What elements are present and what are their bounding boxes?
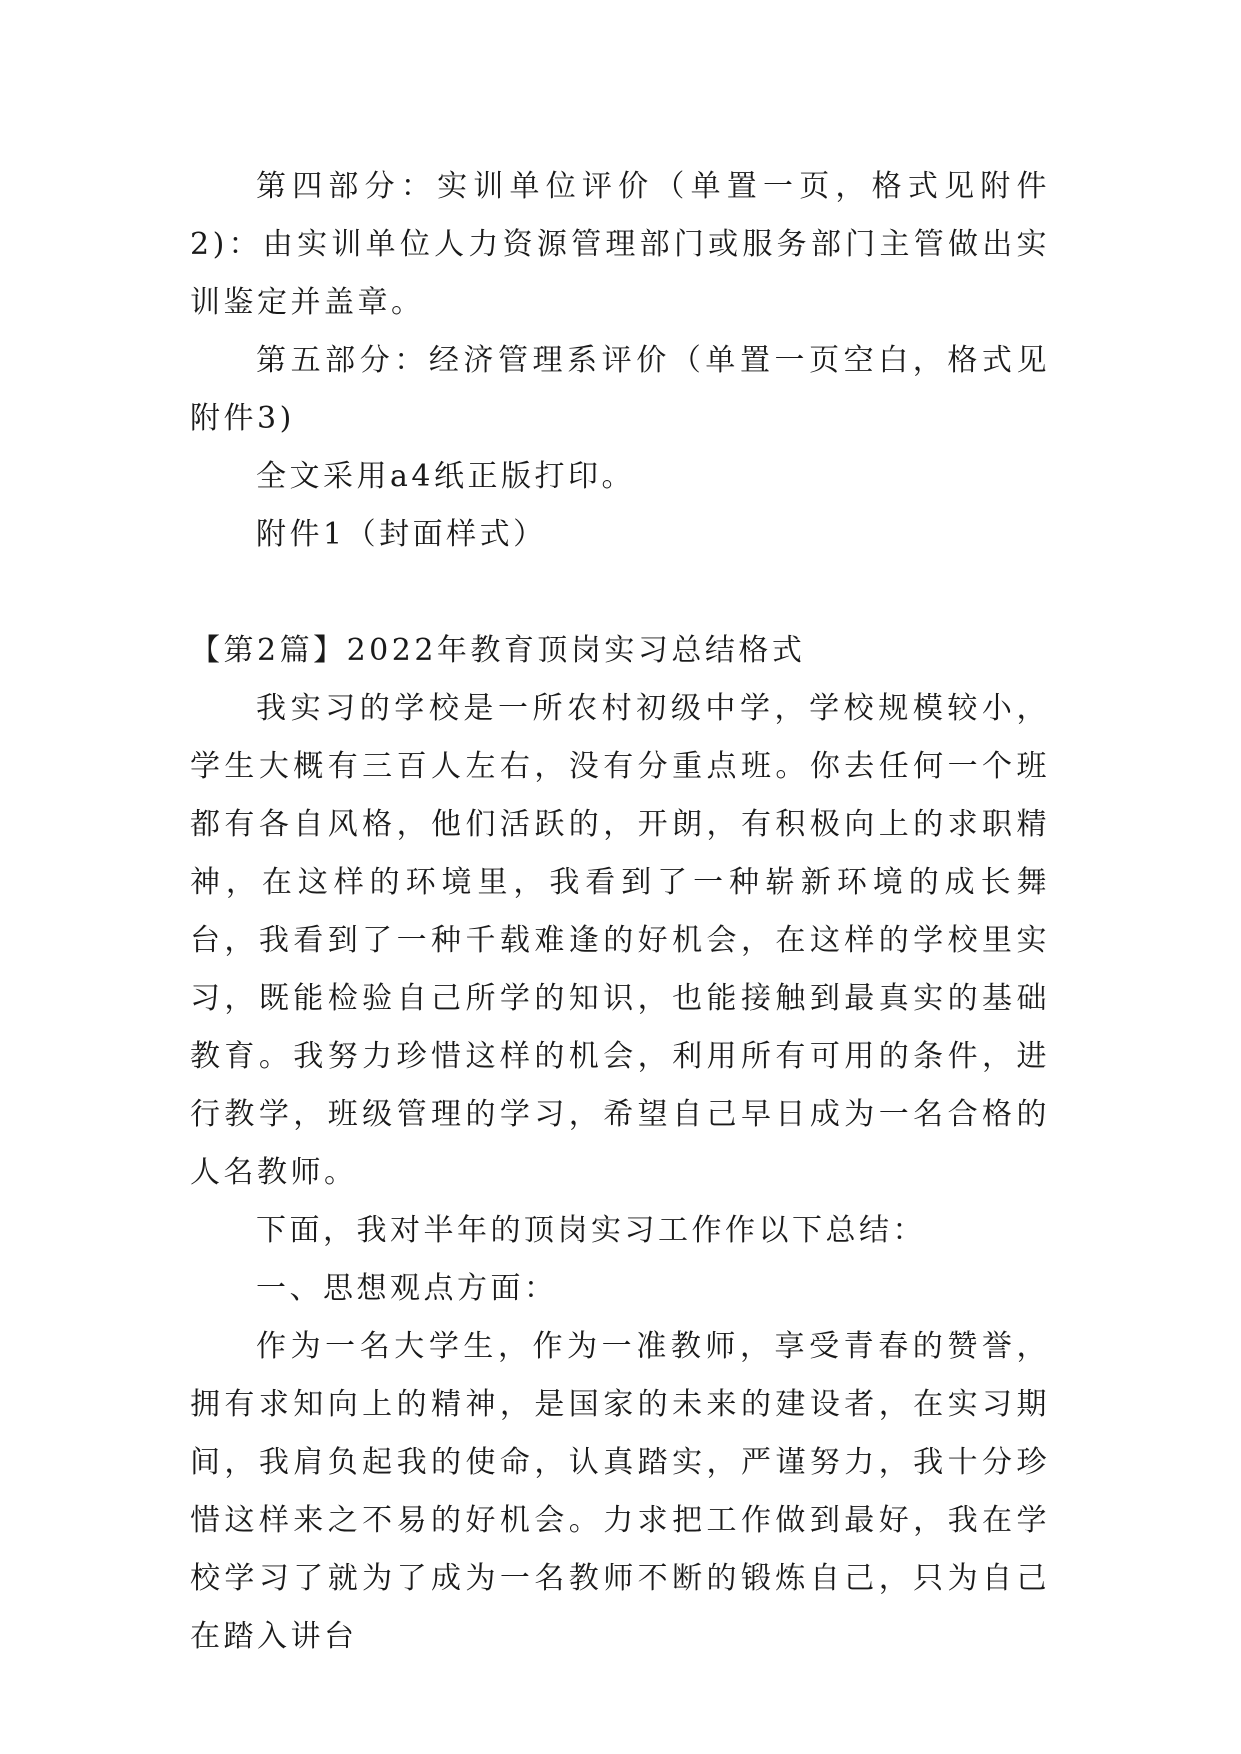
paragraph-school-intro: 我实习的学校是一所农村初级中学，学校规模较小，学生大概有三百人左右，没有分重点班。你去任何一个班都有各自风格，他们活跃的，开朗，有积极向上的求职精神，在这样的环境里，我看到了一种崭新环境的成长舞台，我看到了一种千载难逢的好机会，在这样的学校里实习，既能检验自己所学的知识，也能接触到最真实的基础教育。我努力珍惜这样的机会，利用所有可用的条件，进行教学，班级管理的学习，希望自己早日成为一名合格的人名教师。 [190, 691, 1050, 1190]
section-spacer [190, 564, 1050, 622]
paragraph-summary-intro: 下面，我对半年的顶岗实习工作作以下总结： [256, 1213, 926, 1248]
paragraph-attachment-1: 附件1（封面样式） [256, 517, 547, 552]
document-body [190, 158, 1050, 1666]
paragraph-thought-body: 作为一名大学生，作为一准教师，享受青春的赞誉，拥有求知向上的精神，是国家的未来的建设者，在实习期间，我肩负起我的使命，认真踏实，严谨努力，我十分珍惜这样来之不易的好机会。力求把工作做到最好，我在学校学习了就为了成为一名教师不断的锻炼自己，只为自己在踏入讲台 [190, 1329, 1050, 1654]
paragraph-subheading-thought: 一、思想观点方面： [256, 1271, 558, 1306]
paragraph-print-note: 全文采用a4纸正版打印。 [256, 459, 635, 494]
paragraph-part-five: 第五部分：经济管理系评价（单置一页空白，格式见附件3) [190, 343, 1050, 436]
paragraph-part-four: 第四部分：实训单位评价（单置一页，格式见附件2)：由实训单位人力资源管理部门或服务部门主管做出实训鉴定并盖章。 [190, 169, 1050, 320]
section-heading: 【第2篇】2022年教育顶岗实习总结格式 [190, 633, 806, 668]
